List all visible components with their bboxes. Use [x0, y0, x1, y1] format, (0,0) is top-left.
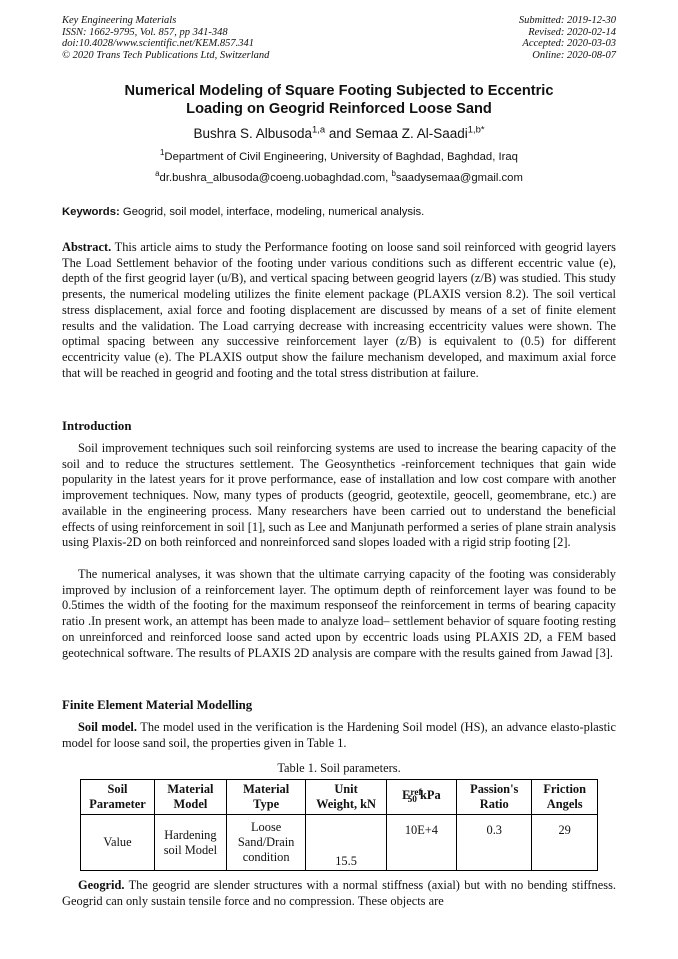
geogrid-label: Geogrid. — [78, 878, 125, 892]
journal-info — [62, 15, 269, 61]
affiliation-sup: 1 — [160, 148, 165, 158]
geogrid-text: The geogrid are slender structures with a normal stiffness (axial) but with no bending stiffness. Geogrid can only sustain tensile force and no compression. These objects are — [62, 878, 616, 908]
cell-value: Value — [81, 815, 155, 871]
header-unit-weight: Unit Weight, kN — [306, 780, 386, 815]
header-e50ref: $E^{ref}50$ kPa — [386, 780, 456, 815]
dates-info — [519, 15, 616, 61]
author-2: Semaa Z. Al-Saadi — [355, 126, 468, 141]
doi: doi:10.4028/www.scientific.net/KEM.857.341 — [62, 38, 254, 50]
soil-parameters-table — [80, 779, 598, 871]
header-material-model: Material Model — [155, 780, 227, 815]
author-1: Bushra S. Albusoda — [193, 126, 313, 141]
keywords — [62, 206, 616, 218]
header-friction-angels: Friction Angels — [532, 780, 598, 815]
intro-paragraph-1: Soil improvement techniques such soil reinforcing systems are used to increase the bearing capacity of the soil and to reduce the structures settlement. The Geosynthetics -reinforcement techniques that gain wide popularity in the latest years for it prove performance, ease of installation and low cost compare with another improvement techniques. Now, many types of products (geogrid, geotextile, geocell, geomembrane, etc.) are available in the engineering process. Many researchers have been carried out to understand the beneficial effects of using reinforcement in soil [1], such as Lee and Manjunath performed a series of plane strain analysis using Plaxis-2D on both reinforced and nonreinforced sand slopes loaded with a rigid strip footing [2]. — [62, 441, 616, 550]
soil-model-text: The model used in the verification is the Hardening Soil model (HS), an advance elasto-plastic model for loose sand soil, the properties given in Table 1. — [62, 720, 616, 750]
fem-heading: Finite Element Material Modelling — [62, 698, 253, 712]
table-caption: Table 1. Soil parameters. — [277, 761, 401, 775]
email-a-sup: a — [155, 169, 160, 179]
abstract-label: Abstract. — [62, 240, 112, 254]
cell-passion-ratio: 0.3 — [457, 815, 532, 871]
header-soil-parameter: Soil Parameter — [81, 780, 155, 815]
email-b-sup: b — [391, 169, 396, 179]
cell-material-type: Loose Sand/Drain condition — [226, 815, 306, 871]
intro-paragraph-2: The numerical analyses, it was shown that the ultimate carrying capacity of the footing was considerably improved by inclusion of a reinforcement layer. The optimum depth of reinforcement layer was found to be 0.5times the width of the footing for the maximum responseof the reinforcement in terms of bearing capacity ratio .In present work, an attempt has been made to analyze load– settlement behavior of square footing resting on unreinforced and reinforced loose sand acted upon by eccentric loads using PLAXIS 2D, a FEM based geotechnical software. The results of PLAXIS 2D analysis are compare with the results gained from Jawad [3]. — [62, 567, 616, 660]
paper-title — [62, 82, 616, 118]
email-b: saadysemaa@gmail.com — [395, 172, 523, 184]
submitted-date: Submitted: 2019-12-30 — [518, 15, 616, 26]
author-2-sup: 1,b* — [467, 124, 485, 136]
cell-unit-weight: 15.5 — [306, 815, 386, 871]
affiliation — [62, 148, 616, 163]
header-material-type: Material Type — [226, 780, 306, 815]
introduction-heading: Introduction — [62, 419, 132, 433]
keywords-text: Geogrid, soil model, interface, modeling, numerical analysis. — [119, 206, 425, 218]
copyright: © 2020 Trans Tech Publications Ltd, Switzerland — [62, 49, 270, 61]
cell-material-model: Hardening soil Model — [155, 815, 227, 871]
keywords-label: Keywords: — [62, 206, 120, 218]
soil-model-paragraph — [62, 720, 616, 751]
cell-e50ref: 10E+4 — [386, 815, 456, 871]
abstract-text: This article aims to study the Performance footing on loose sand soil reinforced with geogrid layers The Load Settlement behavior of the footing under various conditions such as different eccentric value (e), depth of the first geogrid layer (u/B), and vertical spacing between geogrid layers (z/B) was studied. This study presents, the numerical modeling utilizes the finite element package (PLAXIS version 8.2). The soil vertical stress displacement, axial force and footing displacement are discussed by means of a set of finite element results and the validation. The Load carrying decrease with increasing eccentricity values were shown. The optimal spacing between any successive reinforcement layer (z/B) is equivalent to (0.5) for different eccentricity value (e). The PLAXIS output show the failure mechanism developed, and maximum axial force that will be reached in geogrid and footing and the total stress distribution at failure. — [62, 240, 616, 380]
authors — [62, 126, 616, 141]
affiliation-text: Department of Civil Engineering, University of Baghdad, Baghdad, Iraq — [164, 151, 518, 163]
author-and: and — [325, 126, 356, 141]
revised-date: Revised: 2020-02-14 — [528, 26, 616, 38]
issn: ISSN: 1662-9795, Vol. 857, pp 341-348 — [62, 26, 228, 38]
online-date: Online: 2020-08-07 — [532, 49, 616, 61]
geogrid-paragraph — [62, 878, 616, 909]
cell-friction-angel: 29 — [532, 815, 598, 871]
abstract — [62, 240, 616, 381]
author-1-sup: 1,a — [312, 124, 326, 136]
journal-name: Key Engineering Materials — [62, 15, 177, 26]
table-header-row — [81, 780, 598, 815]
title-line-1: Numerical Modeling of Square Footing Subjected to Eccentric — [124, 83, 554, 99]
table-row — [81, 815, 598, 871]
header-passion-ratio: Passion's Ratio — [457, 780, 532, 815]
email-a: dr.bushra_albusoda@coeng.uobaghdad.com, — [159, 172, 392, 184]
emails — [62, 169, 616, 184]
title-line-2: Loading on Geogrid Reinforced Loose Sand — [186, 101, 492, 117]
accepted-date: Accepted: 2020-03-03 — [522, 38, 616, 50]
soil-model-label: Soil model. — [78, 720, 137, 734]
